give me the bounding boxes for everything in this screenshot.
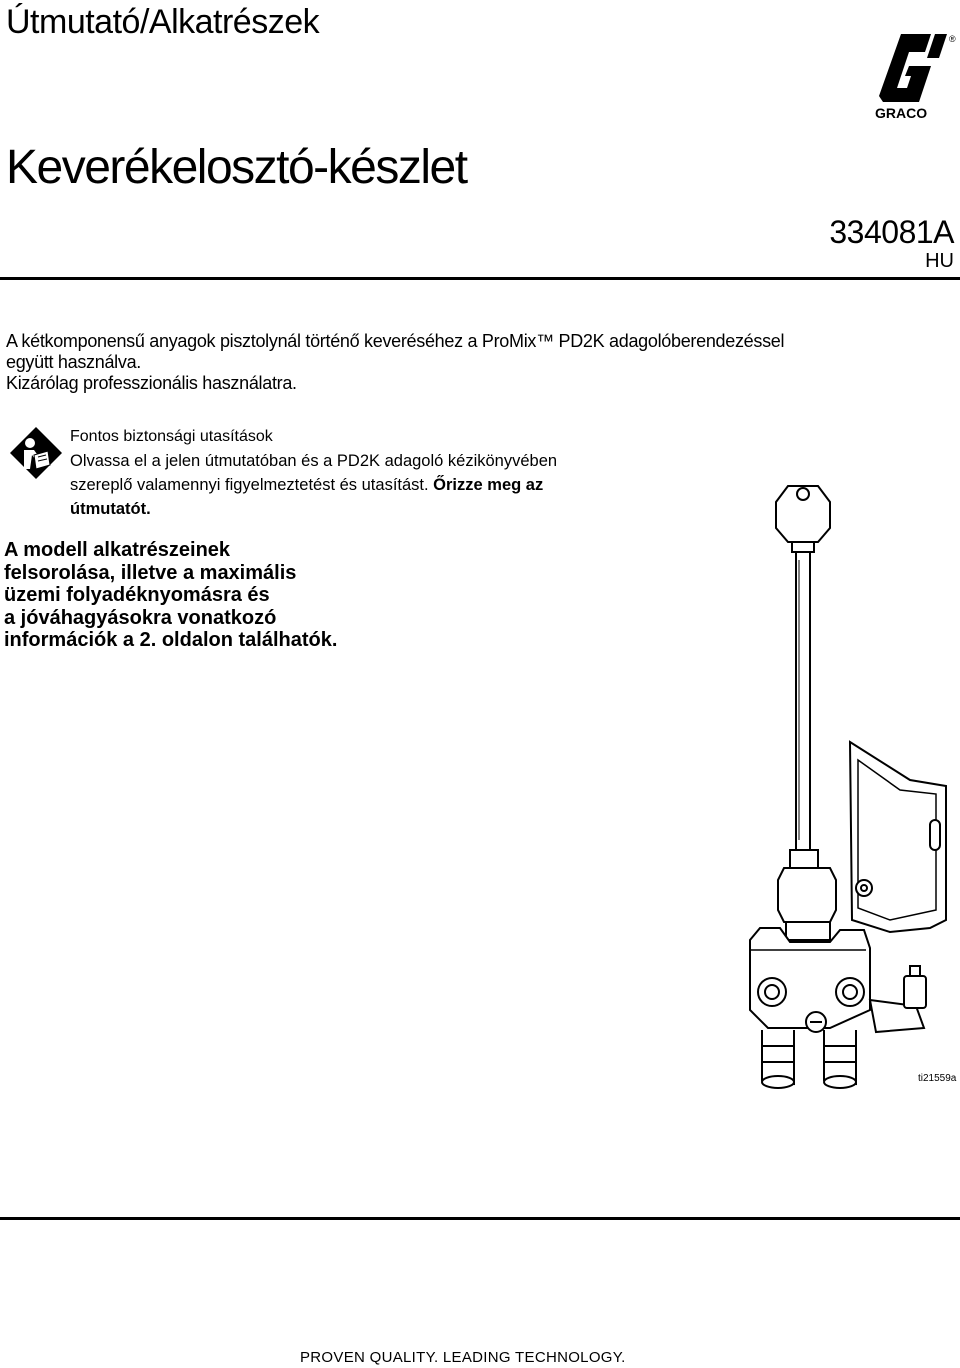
safety-emphasis: Őrizze meg az [433, 476, 544, 494]
safety-instructions [70, 425, 630, 521]
safety-emphasis-line: útmutatót. [70, 500, 151, 518]
document-language: HU [925, 250, 954, 272]
safety-heading: Fontos biztonsági utasítások [70, 428, 273, 445]
footer-tagline: PROVEN QUALITY. LEADING TECHNOLOGY. [300, 1349, 626, 1366]
model-info [4, 539, 337, 652]
logo-registered: ® [949, 34, 956, 44]
bottom-divider [0, 1217, 960, 1220]
document-title: Keverékelosztó-készlet [6, 141, 467, 194]
model-info-line: információk a 2. oldalon találhatók. [4, 629, 338, 651]
figure-label: ti21559a [918, 1073, 957, 1084]
graco-logo [873, 28, 957, 120]
logo-brand: GRACO [875, 105, 928, 120]
model-info-line: üzemi folyadéknyomásra és [4, 584, 270, 606]
intro-text [6, 331, 784, 394]
model-info-line: a jóváhagyásokra vonatkozó [4, 606, 277, 629]
read-manual-icon [8, 425, 64, 481]
top-divider [0, 277, 960, 280]
safety-line-text: szereplő valamennyi figyelmeztetést és utasítást. [70, 476, 434, 494]
intro-line: A kétkomponensű anyagok pisztolynál történő keveréséhez a ProMix™ PD2K adagolóberendezéssel [6, 331, 785, 351]
header-title: Útmutató/Alkatrészek [6, 3, 320, 41]
intro-line: együtt használva. [6, 352, 141, 372]
model-info-line: A modell alkatrészeinek [4, 539, 231, 561]
intro-line: Kizárólag professzionális használatra. [6, 373, 297, 393]
safety-line [70, 473, 630, 497]
safety-line: Olvassa el a jelen útmutatóban és a PD2K adagoló kézikönyvében [70, 452, 558, 470]
document-number: 334081A [829, 214, 954, 250]
mix-manifold-illustration [740, 480, 960, 1098]
model-info-line: felsorolása, illetve a maximális [4, 561, 297, 584]
